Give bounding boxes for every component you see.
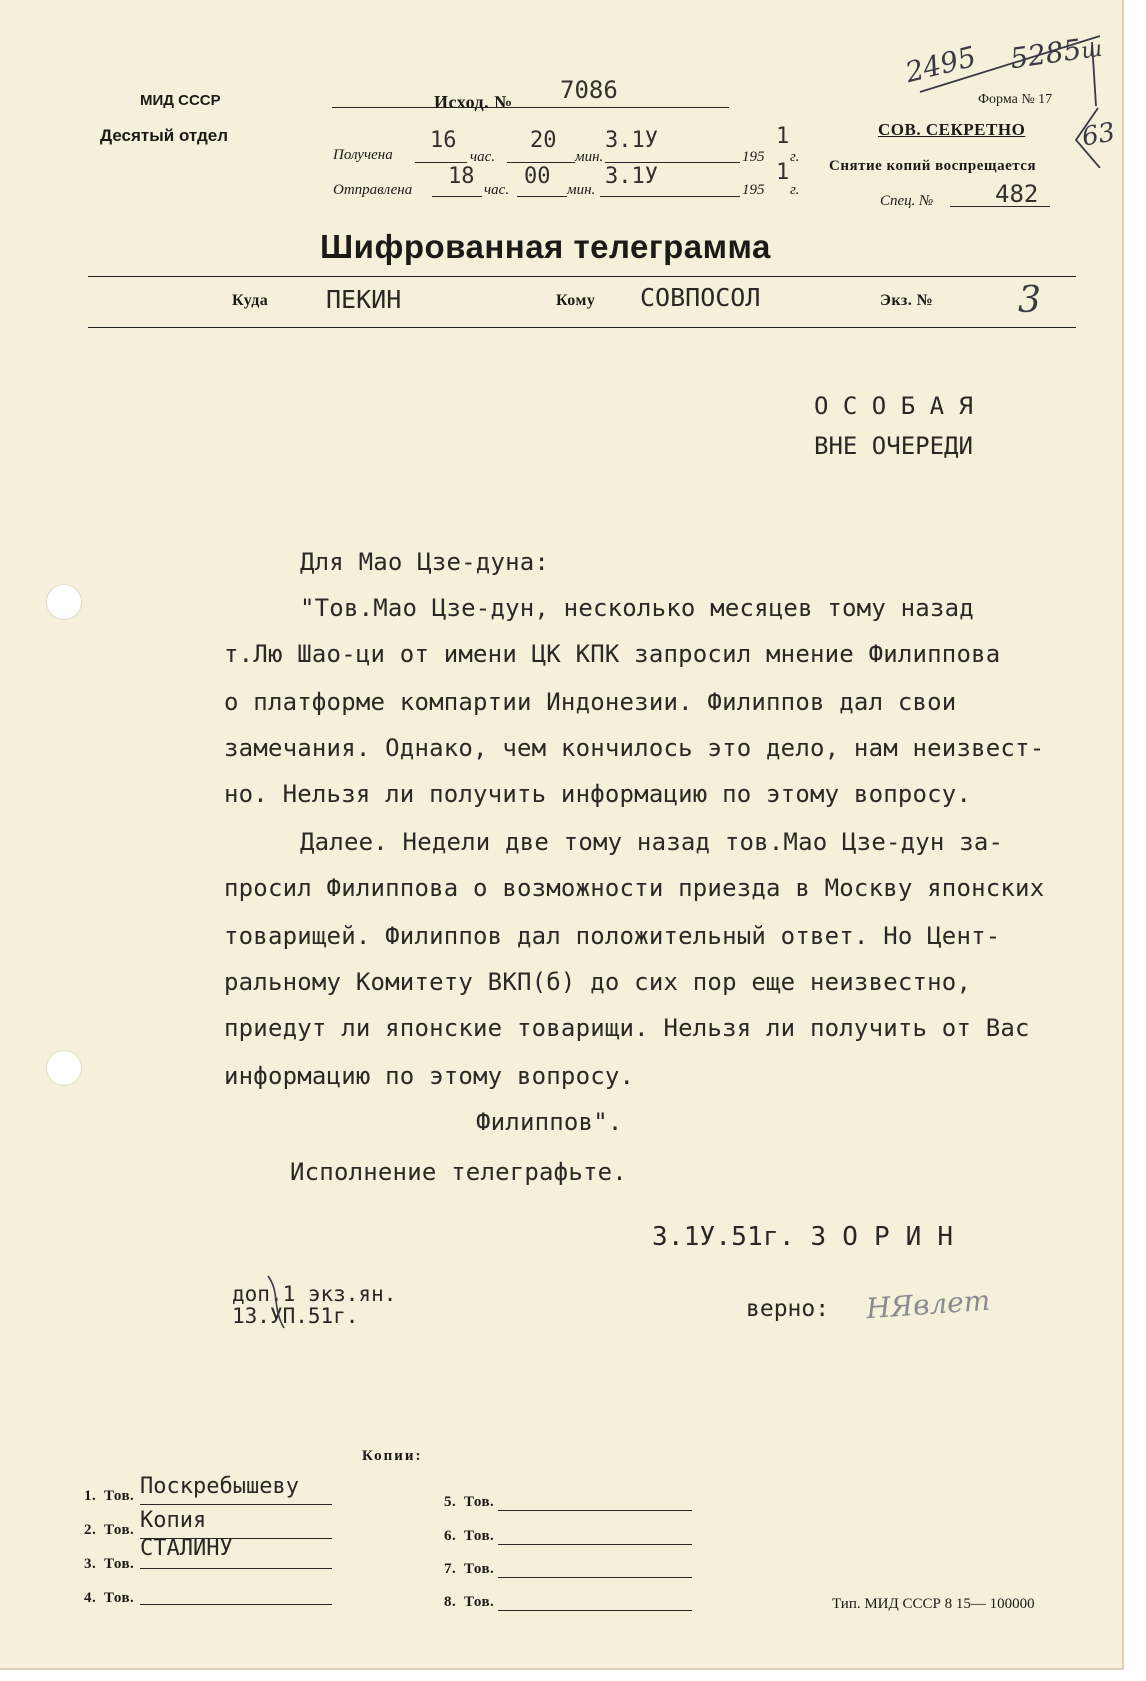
received-year-prefix: 195 (742, 149, 765, 165)
spec-label: Спец. № (880, 193, 934, 209)
copy-7-line (498, 1577, 692, 1578)
handwritten-side-number: 63 (1079, 117, 1118, 153)
body-line-9: ральному Комитету ВКП(б) до сих пор еще неизвестно, (224, 968, 972, 996)
sent-hours-line (432, 196, 482, 197)
sent-minutes-line (517, 196, 567, 197)
copy-8-number: 8. (444, 1594, 457, 1610)
hours-label: час. (470, 149, 496, 165)
verified-label: верно: (746, 1296, 830, 1322)
document-title: Шифрованная телеграмма (320, 228, 771, 265)
to-where-value: ПЕКИН (326, 285, 402, 314)
sent-hours: 18 (448, 164, 475, 189)
handwritten-number-2-value: 5285 (1008, 32, 1084, 76)
copy-3-line (140, 1568, 332, 1569)
outgoing-label: Исход. № (434, 92, 513, 112)
spec-number: 482 (995, 180, 1039, 208)
outgoing-underline (332, 107, 729, 108)
printer-mark: Тип. МИД СССР 8 15— 100000 (832, 1596, 1035, 1612)
handwritten-strokes (900, 28, 1122, 168)
copy-2-number: 2. (84, 1522, 97, 1538)
sent-minutes-label: мин. (567, 182, 596, 198)
instruction-line: Исполнение телеграфьте. (290, 1158, 627, 1186)
received-hours: 16 (430, 128, 457, 153)
punch-hole-bottom (46, 1050, 82, 1086)
body-line-1: "Тов.Мао Цзе-дун, несколько месяцев тому назад (300, 594, 974, 622)
copy-3-name: СТАЛИНУ (140, 1536, 233, 1561)
copy-1-line (140, 1504, 332, 1505)
copy-1-tov: Тов. (104, 1488, 135, 1504)
date-signature-line: 3.1У.51г. З О Р И Н (652, 1222, 954, 1252)
copy-4-number: 4. (84, 1590, 97, 1606)
received-minutes-line (507, 162, 575, 163)
routing-top-rule (88, 276, 1076, 277)
copy-6-line (498, 1544, 692, 1545)
sent-minutes: 00 (524, 164, 551, 189)
to-where-label: Куда (232, 292, 269, 309)
copy-1-number: 1. (84, 1488, 97, 1504)
received-label: Получена (333, 147, 393, 163)
copy-5-line (498, 1510, 692, 1511)
addressee-line: Для Мао Цзе-дуна: (300, 548, 550, 576)
to-whom-label: Кому (556, 292, 596, 309)
copy-3-number: 3. (84, 1556, 97, 1572)
outgoing-number: 7086 (560, 76, 618, 104)
copy-8-tov: Тов. (464, 1594, 495, 1610)
verified-signature: НЯвлет (865, 1283, 992, 1326)
copy-7-number: 7. (444, 1561, 457, 1577)
handwritten-number-1: 2495 (902, 39, 980, 90)
sent-hours-label: час. (484, 182, 510, 198)
copy-4-line (140, 1604, 332, 1605)
sent-year-prefix: 195 (742, 182, 765, 198)
body-line-8: товарищей. Филиппов дал положительный ответ. Но Цент- (224, 922, 1001, 950)
copy-4-tov: Тов. (104, 1590, 135, 1606)
department-label: Десятый отдел (100, 126, 229, 145)
copy-prohibited-label: Снятие копий воспрещается (829, 158, 1037, 174)
copy-6-tov: Тов. (464, 1528, 495, 1544)
extra-copy-line-1: доп.1 экз.ян. (232, 1282, 397, 1306)
copy-number-value: 3 (1018, 280, 1041, 321)
sent-year-digit: 1 (776, 160, 790, 185)
copy-8-line (498, 1610, 692, 1611)
copies-heading: Копии: (362, 1448, 423, 1464)
received-date: 3.1У (605, 128, 658, 153)
priority-line-2: ВНЕ ОЧЕРЕДИ (814, 432, 973, 460)
minutes-label: мин. (575, 149, 604, 165)
copy-2-tov: Тов. (104, 1522, 135, 1538)
received-hours-line (415, 162, 467, 163)
copy-7-tov: Тов. (464, 1561, 495, 1577)
body-line-11: информацию по этому вопросу. (224, 1062, 635, 1090)
copy-number-label: Экз. № (880, 292, 934, 309)
to-whom-value: СОВПОСОЛ (640, 283, 761, 312)
sent-date: 3.1У (605, 164, 658, 189)
received-minutes: 20 (530, 128, 557, 153)
received-year-digit: 1 (776, 124, 790, 149)
copy-1-name: Поскребышеву (140, 1474, 299, 1499)
extra-copy-line-2: 13.УП.51г. (232, 1304, 359, 1328)
classification-label: СОВ. СЕКРЕТНО (878, 120, 1026, 139)
sent-label: Отправлена (333, 182, 413, 198)
body-line-7: просил Филиппова о возможности приезда в Москву японских (224, 874, 1045, 902)
routing-bottom-rule (88, 327, 1076, 328)
copy-2-name: Копия (140, 1508, 207, 1533)
extra-copy-handmark (262, 1272, 292, 1332)
body-line-5: но. Нельзя ли получить информацию по этому вопросу. (224, 780, 972, 808)
form-label: Форма № 17 (978, 92, 1053, 107)
handwritten-number-2-suffix: ш (1079, 36, 1104, 65)
ministry-label: МИД СССР (140, 92, 221, 109)
sent-date-line (600, 196, 740, 197)
received-year-label: г. (790, 149, 800, 165)
copy-5-number: 5. (444, 1494, 457, 1510)
copy-6-number: 6. (444, 1528, 457, 1544)
spec-underline (950, 206, 1050, 207)
body-line-6: Далее. Недели две тому назад тов.Мао Цзе-дун за- (300, 828, 1004, 856)
body-line-10: приедут ли японские товарищи. Нельзя ли получить от Вас (224, 1014, 1030, 1042)
body-line-2: т.Лю Шао-ци от имени ЦК КПК запросил мнение Филиппова (224, 640, 1001, 668)
body-line-3: о платформе компартии Индонезии. Филиппов дал свои (224, 688, 957, 716)
punch-hole-top (46, 584, 82, 620)
received-date-line (605, 162, 740, 163)
copy-5-tov: Тов. (464, 1494, 495, 1510)
quoted-signature: Филиппов". (476, 1108, 623, 1136)
copy-3-tov: Тов. (104, 1556, 135, 1572)
sent-year-label: г. (790, 182, 800, 198)
body-line-4: замечания. Однако, чем кончилось это дело, нам неизвест- (224, 734, 1045, 762)
priority-line-1: О С О Б А Я (814, 392, 973, 420)
